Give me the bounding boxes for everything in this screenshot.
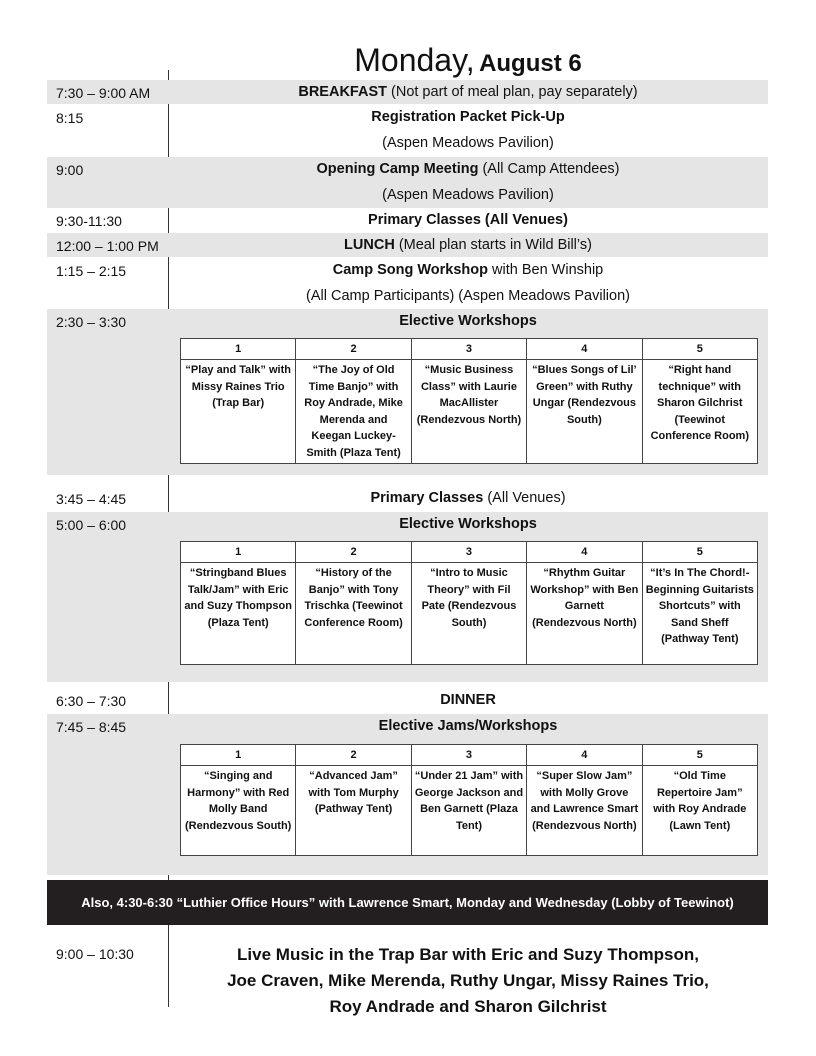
- event-title: [168, 262, 768, 278]
- event-name: BREAKFAST: [298, 84, 387, 100]
- event-title: [168, 516, 768, 532]
- live-line: Roy Andrade and Sharon Gilchrist: [329, 997, 607, 1016]
- schedule-row: [47, 233, 768, 257]
- workshop-table: [180, 338, 758, 464]
- time-label: 8:15: [56, 110, 84, 126]
- event-location: (Aspen Meadows Pavilion): [382, 135, 554, 151]
- column-number: 5: [642, 745, 757, 766]
- schedule-row: [47, 309, 768, 475]
- workshop-cell: “History of the Banjo” with Tony Trischka (Teewinot Conference Room): [296, 563, 411, 665]
- live-line: Joe Craven, Mike Merenda, Ruthy Ungar, Missy Raines Trio,: [227, 971, 709, 990]
- title-day: Monday,: [354, 42, 475, 78]
- time-label: 9:00 – 10:30: [56, 946, 134, 962]
- time-label: 7:45 – 8:45: [56, 719, 127, 735]
- column-number: 4: [527, 339, 642, 360]
- event-name: Primary Classes (All Venues): [368, 212, 568, 228]
- schedule-row: [47, 208, 768, 232]
- event-title: [168, 84, 768, 100]
- event-name: Registration Packet Pick-Up: [371, 109, 565, 125]
- event-name: Elective Workshops: [399, 313, 537, 329]
- event-name: Primary Classes: [370, 490, 484, 506]
- event-name: LUNCH: [344, 237, 395, 253]
- schedule-row: [47, 512, 768, 682]
- schedule-row: [47, 486, 768, 511]
- workshop-cell: “Under 21 Jam” with George Jackson and Ben Garnett (Plaza Tent): [411, 766, 526, 856]
- event-title: [168, 212, 768, 228]
- time-label: 5:00 – 6:00: [56, 517, 127, 533]
- schedule-row: [47, 105, 768, 157]
- column-number: 2: [296, 745, 411, 766]
- column-number: 1: [181, 745, 296, 766]
- column-number: 2: [296, 339, 411, 360]
- time-label: 2:30 – 3:30: [56, 314, 127, 330]
- event-title: [168, 692, 768, 708]
- event-name: Camp Song Workshop: [332, 262, 488, 278]
- column-number: 5: [642, 542, 757, 563]
- schedule-row: [47, 714, 768, 875]
- event-title: [168, 161, 768, 177]
- page-title: [168, 42, 768, 79]
- live-line: Live Music in the Trap Bar with Eric and Suzy Thompson,: [237, 945, 699, 964]
- time-label: 1:15 – 2:15: [56, 263, 127, 279]
- workshop-cell: “Right hand technique” with Sharon Gilchrist (Teewinot Conference Room): [642, 360, 757, 464]
- column-number: 3: [411, 339, 526, 360]
- event-title: [168, 490, 768, 506]
- event-title: [168, 109, 768, 125]
- event-note: (Not part of meal plan, pay separately): [386, 84, 638, 100]
- workshop-cell: “Old Time Repertoire Jam” with Roy Andrade (Lawn Tent): [642, 766, 757, 856]
- column-number: 3: [411, 745, 526, 766]
- time-label: 12:00 – 1:00 PM: [56, 238, 159, 254]
- event-location: (All Camp Participants) (Aspen Meadows Pavilion): [306, 288, 630, 304]
- time-label: 9:30-11:30: [56, 213, 122, 229]
- workshop-cell: “Advanced Jam” with Tom Murphy (Pathway Tent): [296, 766, 411, 856]
- time-label: 9:00: [56, 162, 84, 178]
- workshop-table: [180, 744, 758, 856]
- event-title: [168, 237, 768, 253]
- live-music: [168, 942, 768, 1020]
- event-note: with Ben Winship: [487, 262, 604, 278]
- schedule-row: [47, 157, 768, 208]
- time-label: 7:30 – 9:00 AM: [56, 85, 151, 101]
- event-name: Elective Workshops: [399, 516, 537, 532]
- title-date: August 6: [479, 50, 582, 77]
- event-note: (All Venues): [483, 490, 566, 506]
- event-title: [168, 718, 768, 734]
- column-number: 4: [527, 542, 642, 563]
- column-number: 5: [642, 339, 757, 360]
- event-name: Opening Camp Meeting: [316, 161, 479, 177]
- workshop-cell: “Blues Songs of Lil’ Green” with Ruthy Ungar (Rendezvous South): [527, 360, 642, 464]
- workshop-cell: “Intro to Music Theory” with Fil Pate (Rendezvous South): [411, 563, 526, 665]
- workshop-cell: “Super Slow Jam” with Molly Grove and Lawrence Smart (Rendezvous North): [527, 766, 642, 856]
- workshop-cell: “The Joy of Old Time Banjo” with Roy Andrade, Mike Merenda and Keegan Luckey-Smith (Plaza Tent): [296, 360, 411, 464]
- event-location: (Aspen Meadows Pavilion): [382, 187, 554, 203]
- schedule-row: [47, 80, 768, 104]
- event-name: Elective Jams/Workshops: [378, 718, 558, 734]
- column-number: 3: [411, 542, 526, 563]
- column-number: 2: [296, 542, 411, 563]
- event-title: [168, 313, 768, 329]
- workshop-cell: “Rhythm Guitar Workshop” with Ben Garnett (Rendezvous North): [527, 563, 642, 665]
- event-note: (All Camp Attendees): [478, 161, 620, 177]
- workshop-cell: “Stringband Blues Talk/Jam” with Eric and Suzy Thompson (Plaza Tent): [181, 563, 296, 665]
- workshop-cell: “Music Business Class” with Laurie MacAllister (Rendezvous North): [411, 360, 526, 464]
- column-number: 4: [527, 745, 642, 766]
- workshop-table: [180, 541, 758, 665]
- workshop-cell: “It’s In The Chord!-Beginning Guitarists Shortcuts” with Sand Sheff (Pathway Tent): [642, 563, 757, 665]
- schedule-row: [47, 688, 768, 713]
- event-name: DINNER: [440, 692, 496, 708]
- workshop-cell: “Play and Talk” with Missy Raines Trio (Trap Bar): [181, 360, 296, 464]
- luthier-banner: Also, 4:30-6:30 “Luthier Office Hours” with Lawrence Smart, Monday and Wednesday (Lobby of Teewinot): [47, 880, 768, 925]
- workshop-cell: “Singing and Harmony” with Red Molly Band (Rendezvous South): [181, 766, 296, 856]
- schedule-row: [47, 258, 768, 309]
- column-number: 1: [181, 339, 296, 360]
- time-label: 3:45 – 4:45: [56, 491, 127, 507]
- event-note: (Meal plan starts in Wild Bill’s): [394, 237, 592, 253]
- column-number: 1: [181, 542, 296, 563]
- time-label: 6:30 – 7:30: [56, 693, 127, 709]
